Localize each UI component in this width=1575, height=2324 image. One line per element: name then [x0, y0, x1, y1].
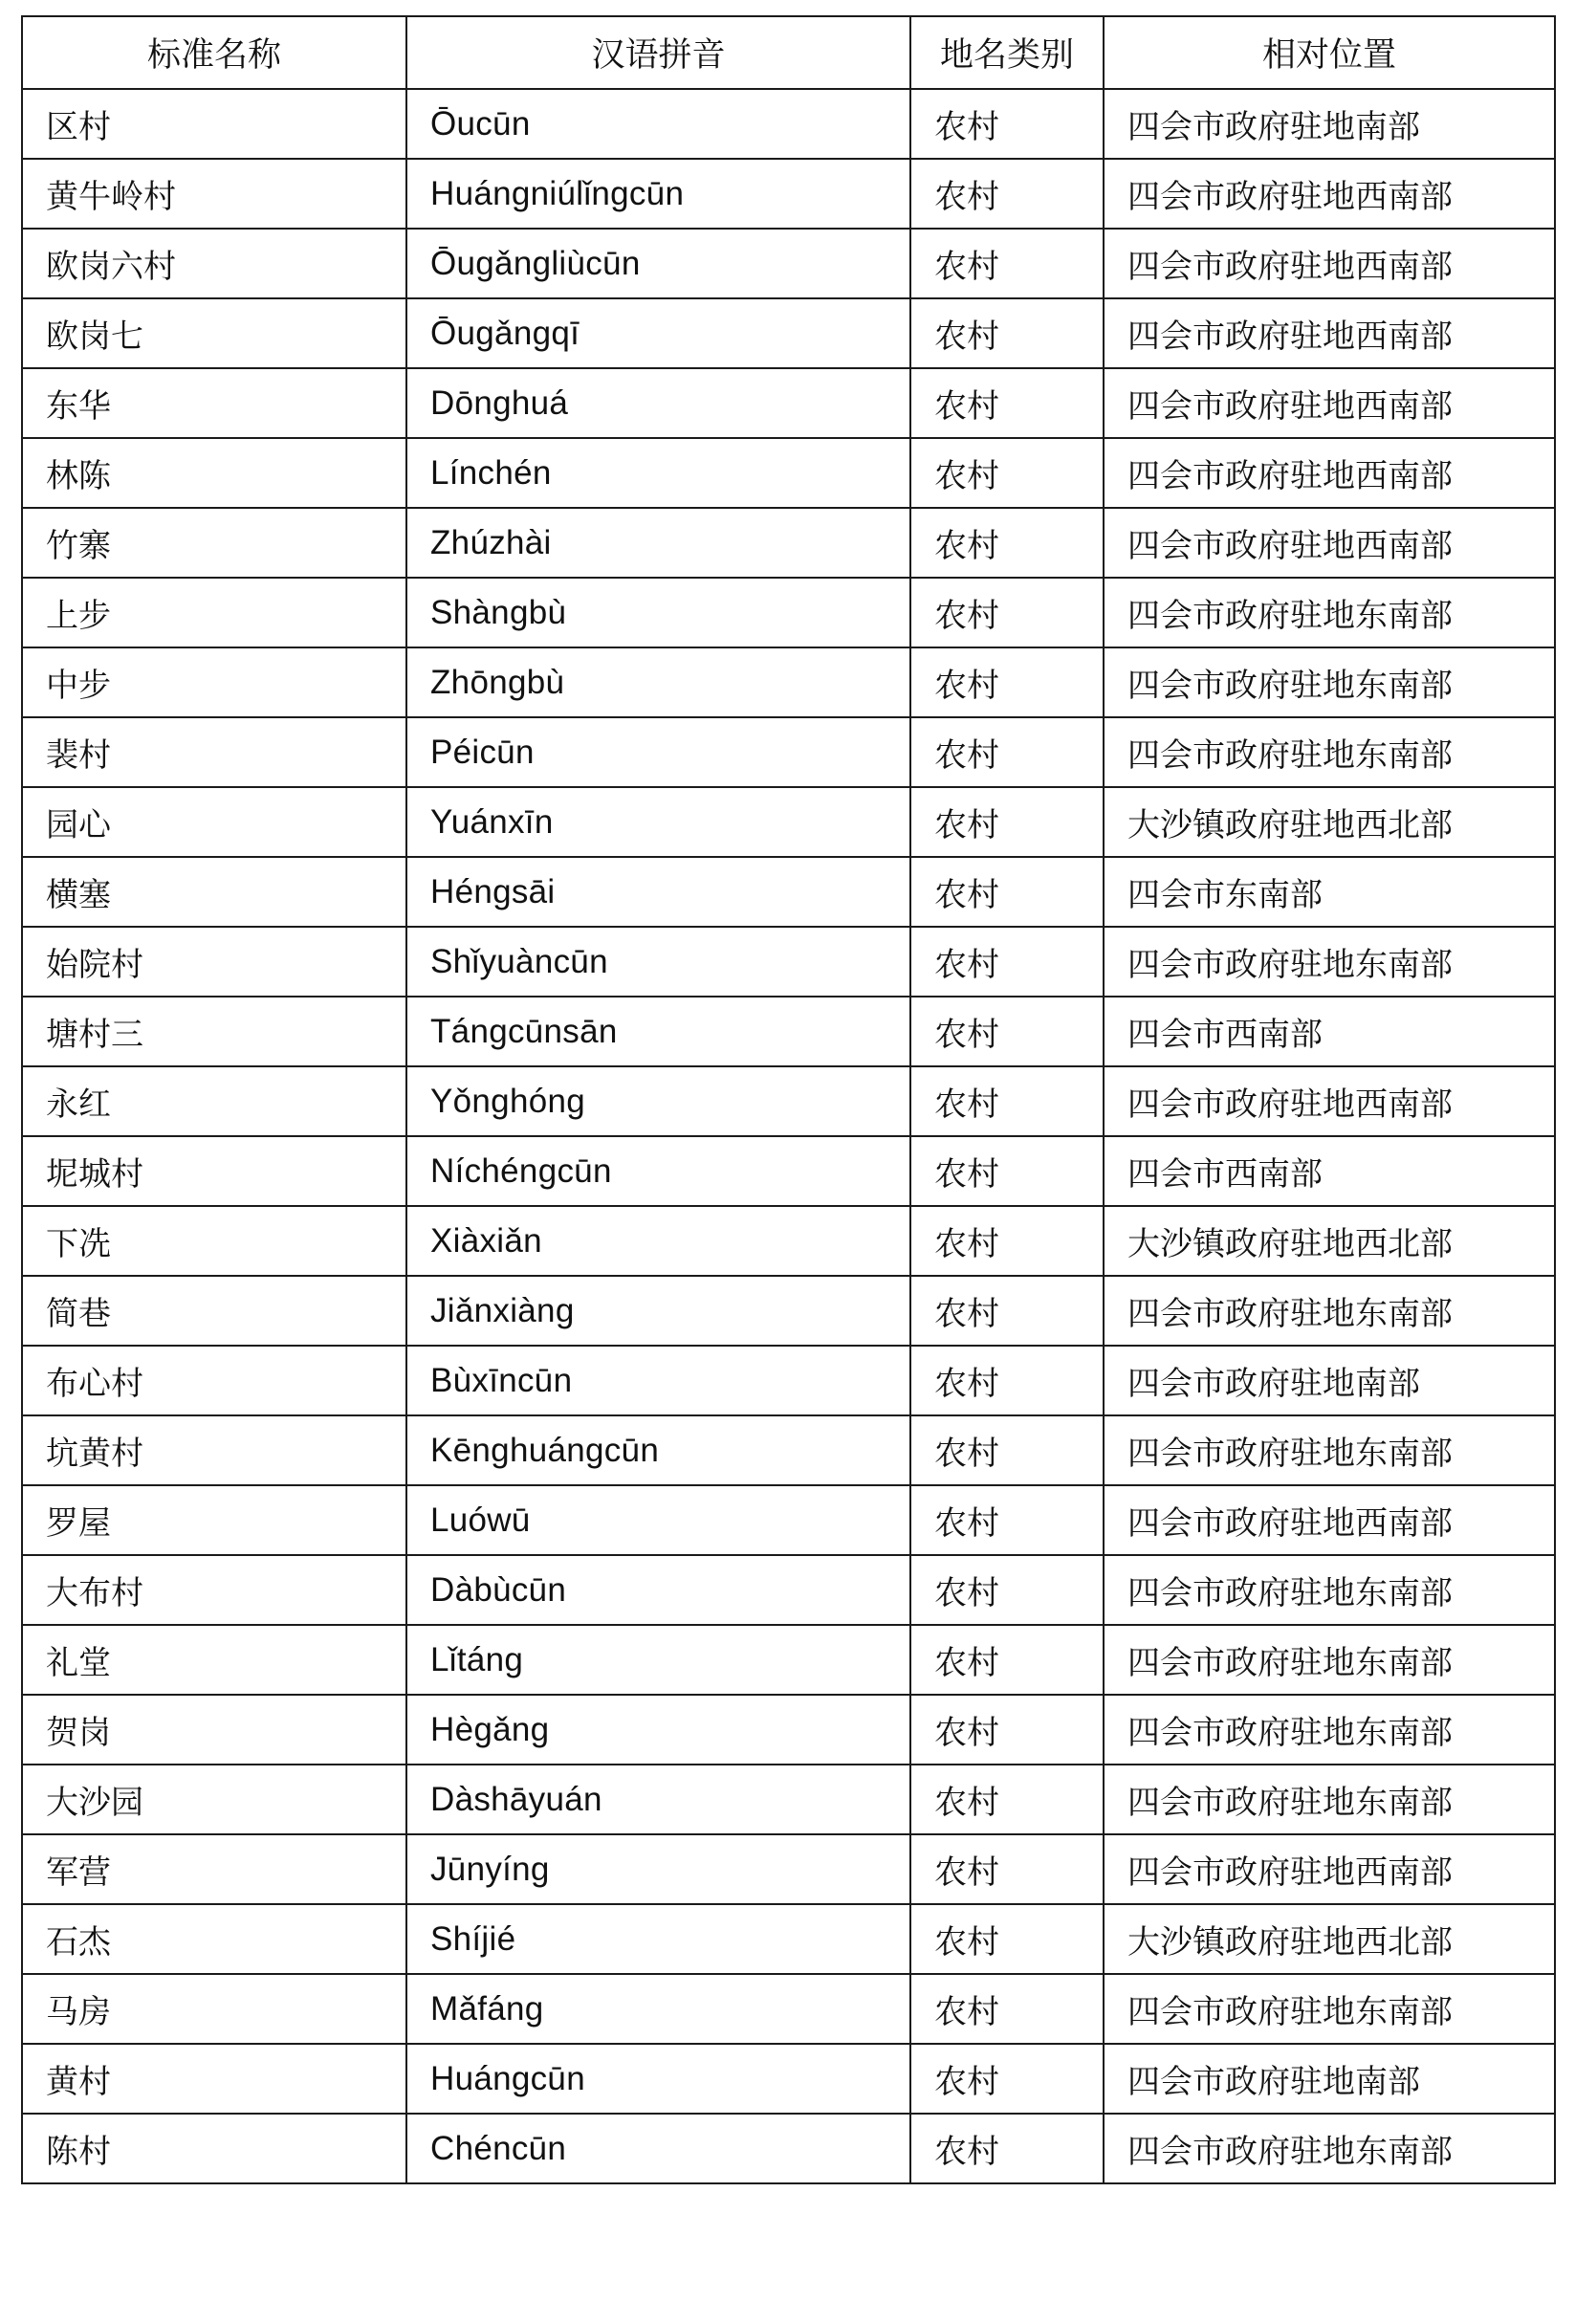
table-row [22, 1066, 1555, 1136]
place-type-cell: 农村 [910, 159, 1104, 229]
pinyin-cell: Ōugǎngliùcūn [406, 229, 910, 298]
standard-name-cell: 坭城村 [22, 1136, 406, 1206]
relative-location-cell: 四会市政府驻地东南部 [1104, 927, 1555, 997]
pinyin-cell: Yǒnghóng [406, 1066, 910, 1136]
place-type-cell: 农村 [910, 1276, 1104, 1346]
place-type-cell: 农村 [910, 997, 1104, 1066]
relative-location-cell: 大沙镇政府驻地西北部 [1104, 1904, 1555, 1974]
place-type-cell: 农村 [910, 1695, 1104, 1765]
table-row [22, 1904, 1555, 1974]
pinyin-cell: Mǎfáng [406, 1974, 910, 2044]
relative-location-cell: 四会市政府驻地西南部 [1104, 229, 1555, 298]
table-row [22, 508, 1555, 578]
pinyin-cell: Luówū [406, 1485, 910, 1555]
standard-name-cell: 马房 [22, 1974, 406, 2044]
table-row [22, 1625, 1555, 1695]
standard-name-cell: 礼堂 [22, 1625, 406, 1695]
place-type-cell: 农村 [910, 1974, 1104, 2044]
pinyin-cell: Zhúzhài [406, 508, 910, 578]
pinyin-cell: Péicūn [406, 717, 910, 787]
table-row [22, 298, 1555, 368]
standard-name-cell: 中步 [22, 647, 406, 717]
pinyin-cell: Hègǎng [406, 1695, 910, 1765]
place-type-cell: 农村 [910, 1834, 1104, 1904]
place-type-cell: 农村 [910, 368, 1104, 438]
standard-name-cell: 布心村 [22, 1346, 406, 1415]
relative-location-cell: 四会市政府驻地东南部 [1104, 1555, 1555, 1625]
pinyin-cell: Zhōngbù [406, 647, 910, 717]
place-type-cell: 农村 [910, 1485, 1104, 1555]
place-name-table [21, 15, 1556, 2184]
place-type-cell: 农村 [910, 1066, 1104, 1136]
place-type-cell: 农村 [910, 438, 1104, 508]
place-type-cell: 农村 [910, 717, 1104, 787]
place-type-cell: 农村 [910, 1346, 1104, 1415]
table-row [22, 1276, 1555, 1346]
table-row [22, 997, 1555, 1066]
header-pinyin: 汉语拼音 [406, 16, 910, 89]
place-type-cell: 农村 [910, 1415, 1104, 1485]
table-row [22, 229, 1555, 298]
pinyin-cell: Níchéngcūn [406, 1136, 910, 1206]
relative-location-cell: 四会市政府驻地西南部 [1104, 438, 1555, 508]
table-row [22, 1206, 1555, 1276]
standard-name-cell: 园心 [22, 787, 406, 857]
standard-name-cell: 下冼 [22, 1206, 406, 1276]
relative-location-cell: 四会市东南部 [1104, 857, 1555, 927]
standard-name-cell: 竹寨 [22, 508, 406, 578]
pinyin-cell: Shǐyuàncūn [406, 927, 910, 997]
table-row [22, 1485, 1555, 1555]
pinyin-cell: Tángcūnsān [406, 997, 910, 1066]
pinyin-cell: Shàngbù [406, 578, 910, 647]
standard-name-cell: 上步 [22, 578, 406, 647]
standard-name-cell: 贺岗 [22, 1695, 406, 1765]
table-row [22, 2044, 1555, 2114]
table-row [22, 438, 1555, 508]
standard-name-cell: 军营 [22, 1834, 406, 1904]
table-row [22, 1834, 1555, 1904]
table-body [22, 89, 1555, 2183]
place-type-cell: 农村 [910, 2114, 1104, 2183]
pinyin-cell: Bùxīncūn [406, 1346, 910, 1415]
place-type-cell: 农村 [910, 1765, 1104, 1834]
relative-location-cell: 四会市政府驻地西南部 [1104, 1066, 1555, 1136]
place-type-cell: 农村 [910, 2044, 1104, 2114]
pinyin-cell: Chéncūn [406, 2114, 910, 2183]
table-row [22, 927, 1555, 997]
standard-name-cell: 始院村 [22, 927, 406, 997]
table-row [22, 1136, 1555, 1206]
standard-name-cell: 塘村三 [22, 997, 406, 1066]
pinyin-cell: Jūnyíng [406, 1834, 910, 1904]
relative-location-cell: 四会市政府驻地南部 [1104, 89, 1555, 159]
place-type-cell: 农村 [910, 857, 1104, 927]
standard-name-cell: 石杰 [22, 1904, 406, 1974]
relative-location-cell: 四会市政府驻地东南部 [1104, 1276, 1555, 1346]
table-row [22, 1974, 1555, 2044]
relative-location-cell: 四会市政府驻地东南部 [1104, 1415, 1555, 1485]
table-row [22, 1555, 1555, 1625]
relative-location-cell: 四会市政府驻地东南部 [1104, 717, 1555, 787]
standard-name-cell: 陈村 [22, 2114, 406, 2183]
table-row [22, 857, 1555, 927]
place-type-cell: 农村 [910, 508, 1104, 578]
pinyin-cell: Huángniúlǐngcūn [406, 159, 910, 229]
standard-name-cell: 黄村 [22, 2044, 406, 2114]
standard-name-cell: 大沙园 [22, 1765, 406, 1834]
relative-location-cell: 四会市政府驻地西南部 [1104, 159, 1555, 229]
relative-location-cell: 四会市政府驻地东南部 [1104, 1974, 1555, 2044]
header-row [22, 16, 1555, 89]
pinyin-cell: Huángcūn [406, 2044, 910, 2114]
table-row [22, 1695, 1555, 1765]
standard-name-cell: 罗屋 [22, 1485, 406, 1555]
pinyin-cell: Línchén [406, 438, 910, 508]
pinyin-cell: Yuánxīn [406, 787, 910, 857]
place-type-cell: 农村 [910, 647, 1104, 717]
table-row [22, 159, 1555, 229]
standard-name-cell: 东华 [22, 368, 406, 438]
table-row [22, 2114, 1555, 2183]
place-type-cell: 农村 [910, 1625, 1104, 1695]
standard-name-cell: 欧岗六村 [22, 229, 406, 298]
relative-location-cell: 四会市政府驻地西南部 [1104, 298, 1555, 368]
pinyin-cell: Shíjié [406, 1904, 910, 1974]
relative-location-cell: 四会市政府驻地南部 [1104, 1346, 1555, 1415]
place-type-cell: 农村 [910, 1206, 1104, 1276]
relative-location-cell: 四会市政府驻地东南部 [1104, 1765, 1555, 1834]
table-row [22, 787, 1555, 857]
standard-name-cell: 区村 [22, 89, 406, 159]
table-row [22, 368, 1555, 438]
place-type-cell: 农村 [910, 1555, 1104, 1625]
place-type-cell: 农村 [910, 787, 1104, 857]
standard-name-cell: 大布村 [22, 1555, 406, 1625]
table-row [22, 717, 1555, 787]
relative-location-cell: 四会市政府驻地东南部 [1104, 578, 1555, 647]
pinyin-cell: Xiàxiǎn [406, 1206, 910, 1276]
pinyin-cell: Kēnghuángcūn [406, 1415, 910, 1485]
table-row [22, 647, 1555, 717]
relative-location-cell: 四会市政府驻地东南部 [1104, 1695, 1555, 1765]
header-place-type: 地名类别 [910, 16, 1104, 89]
relative-location-cell: 四会市西南部 [1104, 997, 1555, 1066]
relative-location-cell: 大沙镇政府驻地西北部 [1104, 1206, 1555, 1276]
header-relative-location: 相对位置 [1104, 16, 1555, 89]
table-row [22, 1765, 1555, 1834]
relative-location-cell: 大沙镇政府驻地西北部 [1104, 787, 1555, 857]
place-type-cell: 农村 [910, 927, 1104, 997]
table-header [22, 16, 1555, 89]
relative-location-cell: 四会市政府驻地南部 [1104, 2044, 1555, 2114]
relative-location-cell: 四会市政府驻地西南部 [1104, 368, 1555, 438]
standard-name-cell: 林陈 [22, 438, 406, 508]
standard-name-cell: 坑黄村 [22, 1415, 406, 1485]
header-standard-name: 标准名称 [22, 16, 406, 89]
pinyin-cell: Jiǎnxiàng [406, 1276, 910, 1346]
place-type-cell: 农村 [910, 229, 1104, 298]
standard-name-cell: 简巷 [22, 1276, 406, 1346]
table-row [22, 89, 1555, 159]
place-type-cell: 农村 [910, 1904, 1104, 1974]
standard-name-cell: 欧岗七 [22, 298, 406, 368]
relative-location-cell: 四会市政府驻地东南部 [1104, 647, 1555, 717]
table-row [22, 1415, 1555, 1485]
table-row [22, 1346, 1555, 1415]
pinyin-cell: Ōugǎngqī [406, 298, 910, 368]
standard-name-cell: 横塞 [22, 857, 406, 927]
place-type-cell: 农村 [910, 89, 1104, 159]
pinyin-cell: Dàshāyuán [406, 1765, 910, 1834]
relative-location-cell: 四会市政府驻地西南部 [1104, 1834, 1555, 1904]
place-name-sheet [21, 15, 1554, 2184]
place-type-cell: 农村 [910, 1136, 1104, 1206]
relative-location-cell: 四会市政府驻地西南部 [1104, 1485, 1555, 1555]
standard-name-cell: 永红 [22, 1066, 406, 1136]
pinyin-cell: Dàbùcūn [406, 1555, 910, 1625]
pinyin-cell: Héngsāi [406, 857, 910, 927]
relative-location-cell: 四会市西南部 [1104, 1136, 1555, 1206]
pinyin-cell: Dōnghuá [406, 368, 910, 438]
pinyin-cell: Lǐtáng [406, 1625, 910, 1695]
place-type-cell: 农村 [910, 298, 1104, 368]
relative-location-cell: 四会市政府驻地东南部 [1104, 2114, 1555, 2183]
pinyin-cell: Ōucūn [406, 89, 910, 159]
standard-name-cell: 裴村 [22, 717, 406, 787]
relative-location-cell: 四会市政府驻地东南部 [1104, 1625, 1555, 1695]
table-row [22, 578, 1555, 647]
relative-location-cell: 四会市政府驻地西南部 [1104, 508, 1555, 578]
standard-name-cell: 黄牛岭村 [22, 159, 406, 229]
place-type-cell: 农村 [910, 578, 1104, 647]
